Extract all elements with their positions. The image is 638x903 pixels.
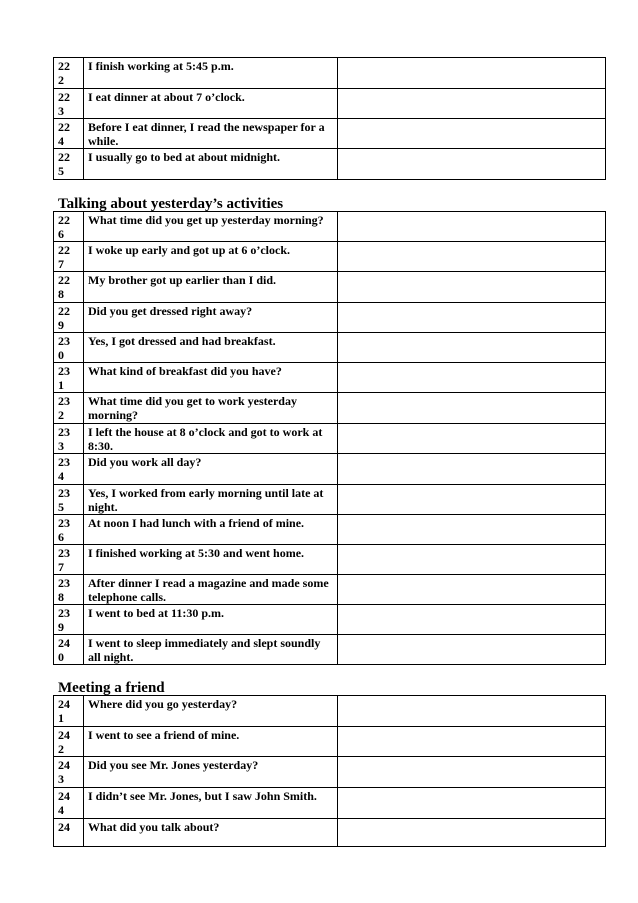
phrase-number: 24 4 <box>54 788 84 819</box>
table-daily-routine <box>53 57 605 180</box>
table-row <box>54 757 606 788</box>
translation-cell <box>338 545 606 575</box>
table-row <box>54 545 606 575</box>
translation-cell <box>338 819 606 847</box>
phrase-text: I usually go to bed at about midnight. <box>84 149 338 180</box>
translation-cell <box>338 485 606 515</box>
translation-cell <box>338 242 606 272</box>
phrase-text: Did you work all day? <box>84 454 338 485</box>
phrase-text: My brother got up earlier than I did. <box>84 272 338 303</box>
translation-cell <box>338 757 606 788</box>
phrase-number: 24 3 <box>54 757 84 788</box>
phrase-text: What kind of breakfast did you have? <box>84 363 338 393</box>
phrase-text: I went to bed at 11:30 p.m. <box>84 605 338 635</box>
table-row <box>54 788 606 819</box>
phrase-text: After dinner I read a magazine and made some telephone calls. <box>84 575 338 605</box>
phrase-text: Yes, I got dressed and had breakfast. <box>84 333 338 363</box>
phrase-text: I woke up early and got up at 6 o’clock. <box>84 242 338 272</box>
phrase-number: 23 5 <box>54 485 84 515</box>
phrase-text: Did you see Mr. Jones yesterday? <box>84 757 338 788</box>
translation-cell <box>338 89 606 119</box>
table-yesterday-activities <box>53 211 605 665</box>
translation-cell <box>338 424 606 454</box>
phrase-text: I eat dinner at about 7 o’clock. <box>84 89 338 119</box>
phrase-text: What time did you get to work yesterday morning? <box>84 393 338 424</box>
table-row <box>54 635 606 665</box>
table-row <box>54 212 606 242</box>
translation-cell <box>338 788 606 819</box>
phrase-number: 23 2 <box>54 393 84 424</box>
table-row <box>54 424 606 454</box>
phrase-number: 23 0 <box>54 333 84 363</box>
translation-cell <box>338 212 606 242</box>
translation-cell <box>338 303 606 333</box>
phrase-number: 22 8 <box>54 272 84 303</box>
phrase-text: At noon I had lunch with a friend of mine. <box>84 515 338 545</box>
phrase-text: I finish working at 5:45 p.m. <box>84 58 338 89</box>
phrase-number: 22 2 <box>54 58 84 89</box>
table-row <box>54 575 606 605</box>
table-meeting-friend <box>53 695 605 847</box>
section-heading-yesterday: Talking about yesterday’s activities <box>58 196 284 212</box>
phrase-number: 22 6 <box>54 212 84 242</box>
phrase-text: What did you talk about? <box>84 819 338 847</box>
phrase-text: I went to sleep immediately and slept soundly all night. <box>84 635 338 665</box>
table-row <box>54 89 606 119</box>
phrase-number: 22 4 <box>54 119 84 149</box>
phrase-number: 24 2 <box>54 727 84 757</box>
phrase-number: 23 8 <box>54 575 84 605</box>
table-row <box>54 605 606 635</box>
phrase-number: 24 0 <box>54 635 84 665</box>
table-row <box>54 393 606 424</box>
phrase-text: Where did you go yesterday? <box>84 696 338 727</box>
phrase-number: 22 5 <box>54 149 84 180</box>
table-row <box>54 454 606 485</box>
phrase-number: 23 9 <box>54 605 84 635</box>
translation-cell <box>338 393 606 424</box>
translation-cell <box>338 605 606 635</box>
table-row <box>54 363 606 393</box>
phrase-number: 24 1 <box>54 696 84 727</box>
phrase-text: Before I eat dinner, I read the newspaper for a while. <box>84 119 338 149</box>
phrase-text: Yes, I worked from early morning until late at night. <box>84 485 338 515</box>
phrase-number: 23 3 <box>54 424 84 454</box>
phrase-text: I didn’t see Mr. Jones, but I saw John Smith. <box>84 788 338 819</box>
translation-cell <box>338 149 606 180</box>
table-row <box>54 727 606 757</box>
table-row <box>54 242 606 272</box>
phrase-number: 22 7 <box>54 242 84 272</box>
table-row <box>54 333 606 363</box>
translation-cell <box>338 696 606 727</box>
phrase-number: 24 <box>54 819 84 847</box>
section-heading-meeting: Meeting a friend <box>58 680 165 696</box>
translation-cell <box>338 119 606 149</box>
table-row <box>54 149 606 180</box>
translation-cell <box>338 363 606 393</box>
phrase-text: I went to see a friend of mine. <box>84 727 338 757</box>
table-row <box>54 515 606 545</box>
table-row <box>54 696 606 727</box>
phrase-number: 22 9 <box>54 303 84 333</box>
table-row <box>54 485 606 515</box>
translation-cell <box>338 58 606 89</box>
phrase-number: 23 1 <box>54 363 84 393</box>
translation-cell <box>338 333 606 363</box>
phrase-table <box>53 211 606 665</box>
table-row <box>54 119 606 149</box>
phrase-text: Did you get dressed right away? <box>84 303 338 333</box>
phrase-number: 23 6 <box>54 515 84 545</box>
table-row <box>54 819 606 847</box>
phrase-text: What time did you get up yesterday morning? <box>84 212 338 242</box>
translation-cell <box>338 515 606 545</box>
table-row <box>54 272 606 303</box>
translation-cell <box>338 272 606 303</box>
translation-cell <box>338 575 606 605</box>
phrase-text: I left the house at 8 o’clock and got to work at 8:30. <box>84 424 338 454</box>
phrase-text: I finished working at 5:30 and went home. <box>84 545 338 575</box>
translation-cell <box>338 727 606 757</box>
phrase-table <box>53 57 606 180</box>
phrase-number: 23 4 <box>54 454 84 485</box>
table-row <box>54 58 606 89</box>
translation-cell <box>338 635 606 665</box>
phrase-number: 22 3 <box>54 89 84 119</box>
table-row <box>54 303 606 333</box>
phrase-table <box>53 695 606 847</box>
phrase-number: 23 7 <box>54 545 84 575</box>
translation-cell <box>338 454 606 485</box>
